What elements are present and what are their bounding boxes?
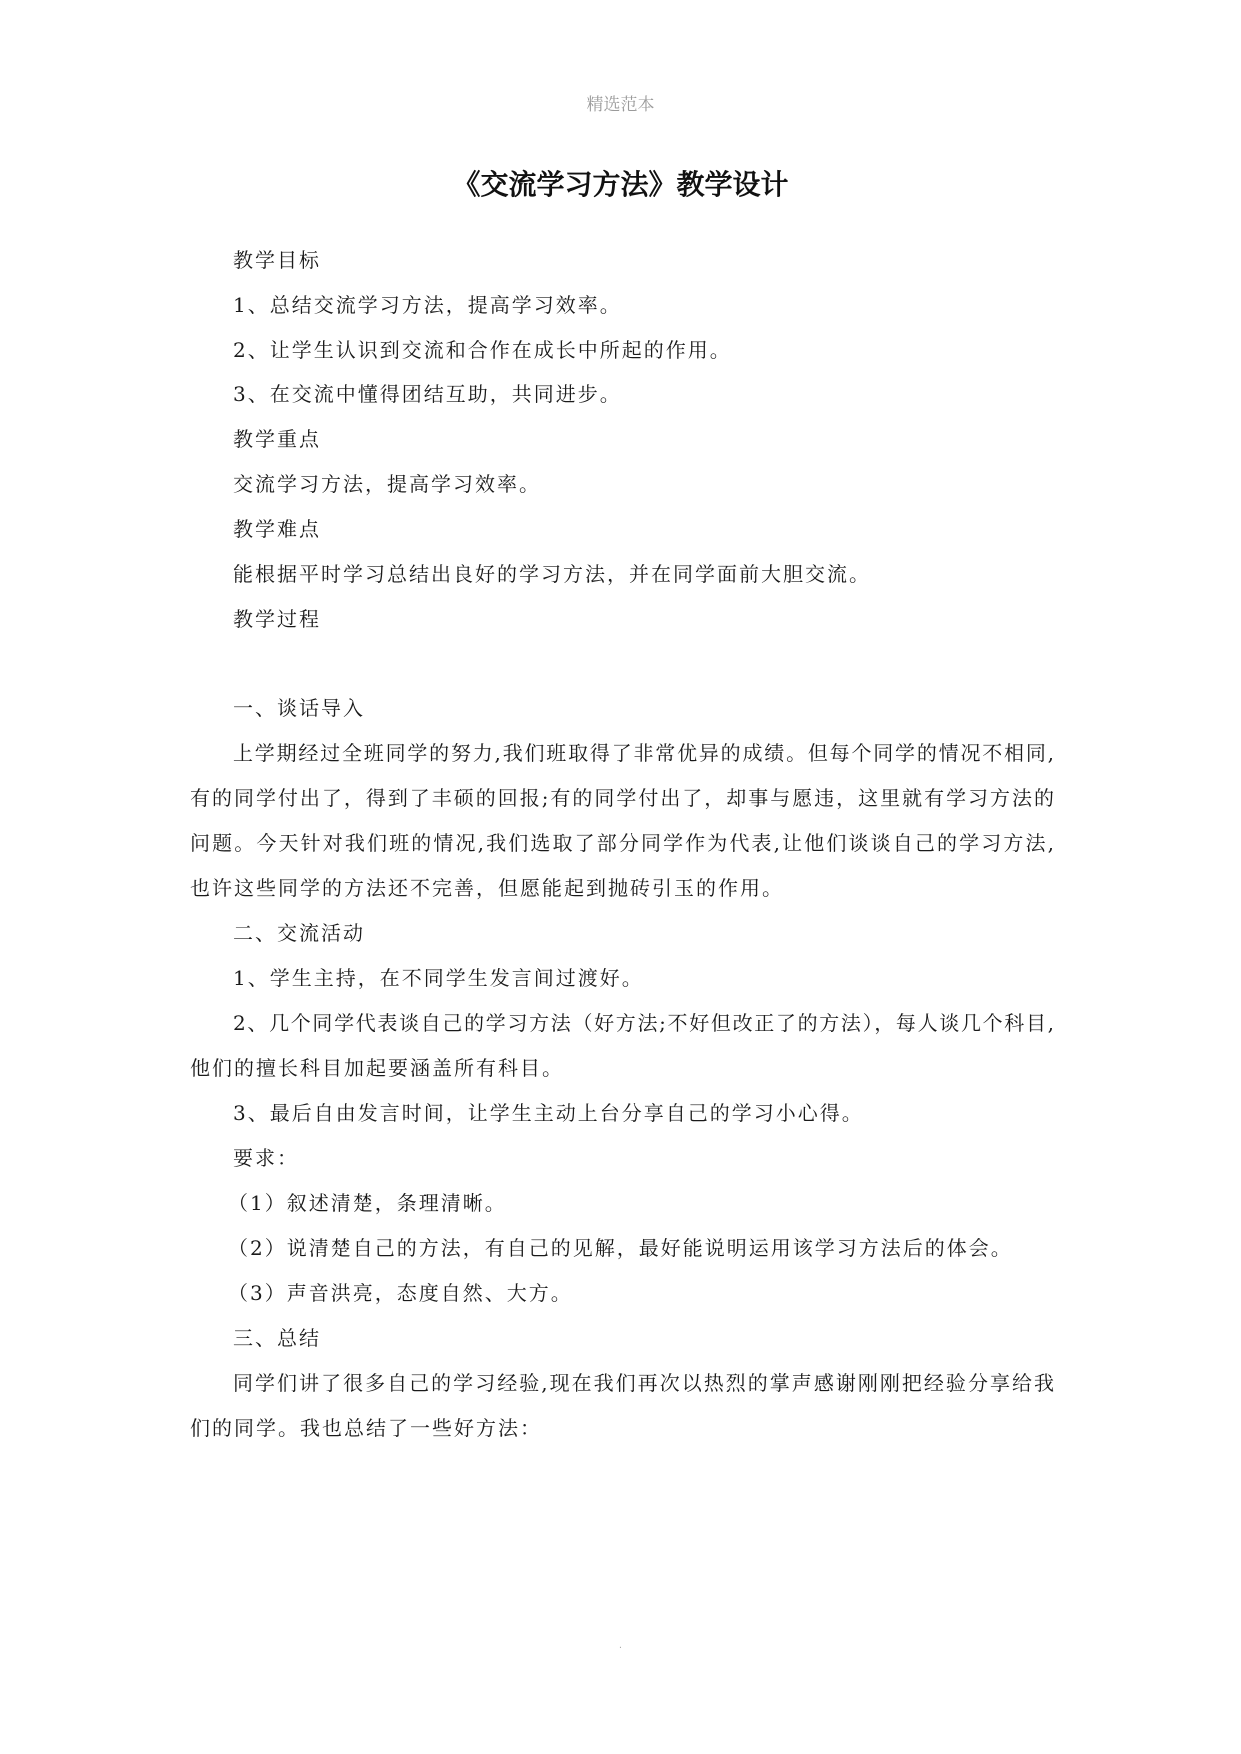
footer-mark: . <box>618 1640 623 1651</box>
key-points-heading: 教学重点 <box>233 427 321 451</box>
summary-paragraph-line: 同学们讲了很多自己的学习经验,现在我们再次以热烈的掌声感谢刚刚把经验分享给我 <box>233 1371 1054 1395</box>
activity-item-1: 1、学生主持，在不同学生发言间过渡好。 <box>233 966 644 990</box>
summary-paragraph-line: 们的同学。我也总结了一些好方法： <box>190 1416 542 1440</box>
requirement-item-2: （2）说清楚自己的方法，有自己的见解，最好能说明运用该学习方法后的体会。 <box>228 1236 1013 1260</box>
objectives-heading: 教学目标 <box>233 248 321 272</box>
difficulty-text: 能根据平时学习总结出良好的学习方法，并在同学面前大胆交流。 <box>233 562 871 586</box>
activity-item-3: 3、最后自由发言时间，让学生主动上台分享自己的学习小心得。 <box>233 1101 864 1125</box>
requirement-item-3: （3）声音洪亮，态度自然、大方。 <box>228 1281 573 1305</box>
activity-item-2: 2、几个同学代表谈自己的学习方法（好方法;不好但改正了的方法），每人谈几个科目, <box>233 1011 1054 1035</box>
activity-item-2-continued: 他们的擅长科目加起要涵盖所有科目。 <box>190 1056 564 1080</box>
section-heading-summary: 三、总结 <box>233 1326 321 1350</box>
objective-1: 1、总结交流学习方法，提高学习效率。 <box>233 293 622 317</box>
difficulty-heading: 教学难点 <box>233 517 321 541</box>
header-note: 精选范本 <box>586 95 655 115</box>
intro-paragraph-line: 有的同学付出了，得到了丰硕的回报;有的同学付出了，却事与愿违，这里就有学习方法的 <box>190 786 1054 810</box>
section-heading-intro: 一、谈话导入 <box>233 696 365 720</box>
objective-3: 3、在交流中懂得团结互助，共同进步。 <box>233 382 622 406</box>
document-title: 《交流学习方法》教学设计 <box>452 168 789 201</box>
intro-paragraph-line: 上学期经过全班同学的努力,我们班取得了非常优异的成绩。但每个同学的情况不相同, <box>233 741 1054 765</box>
intro-paragraph-line: 问题。今天针对我们班的情况,我们选取了部分同学作为代表,让他们谈谈自己的学习方法, <box>190 831 1054 855</box>
requirements-heading: 要求： <box>233 1146 299 1170</box>
objective-2: 2、让学生认识到交流和合作在成长中所起的作用。 <box>233 338 732 362</box>
intro-paragraph-line: 也许这些同学的方法还不完善，但愿能起到抛砖引玉的作用。 <box>190 876 784 900</box>
section-heading-activity: 二、交流活动 <box>233 921 365 945</box>
requirement-item-1: （1）叙述清楚，条理清晰。 <box>228 1191 507 1215</box>
key-points-text: 交流学习方法，提高学习效率。 <box>233 472 541 496</box>
process-heading: 教学过程 <box>233 607 321 631</box>
